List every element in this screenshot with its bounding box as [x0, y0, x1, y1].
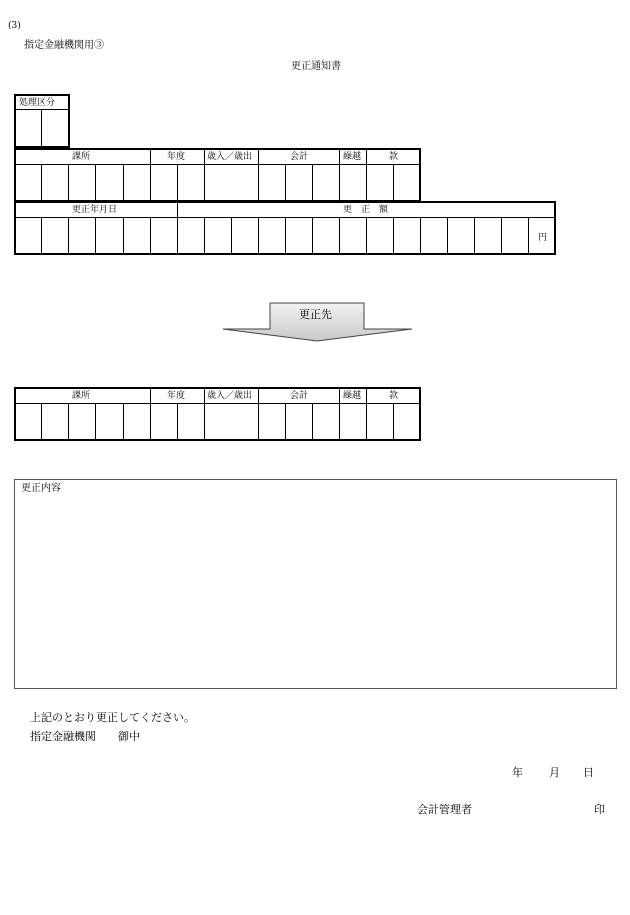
request-text: 上記のとおり更正してください。 — [30, 711, 195, 724]
month-label: 月 — [549, 766, 560, 779]
saiinyu-label: 歳入／歳出 — [207, 152, 253, 162]
document-subtitle: 指定金融機関用③ — [24, 40, 104, 51]
dest-kurikoshi-label: 繰越 — [343, 391, 362, 401]
year-label: 年 — [512, 766, 523, 779]
correction-content-box[interactable] — [14, 479, 617, 689]
dest-kaikei-label: 会計 — [290, 391, 309, 401]
arrow-label: 更正先 — [299, 308, 332, 321]
kurikoshi-label: 繰越 — [343, 152, 362, 162]
correction-content-label: 更正内容 — [21, 483, 61, 494]
dest-saiinyu-label: 歳入／歳出 — [207, 391, 253, 401]
kan-label: 款 — [389, 152, 399, 162]
dest-nendo-label: 年度 — [167, 391, 186, 401]
dest-kasho-label: 課所 — [72, 391, 91, 401]
amount-label: 更 正 額 — [343, 205, 389, 215]
accounting-manager-label: 会計管理者 — [417, 803, 472, 816]
document-title: 更正通知書 — [291, 61, 341, 72]
addressee-text: 指定金融機関 御中 — [30, 730, 140, 743]
kaikei-label: 会計 — [290, 152, 309, 162]
shori-kubun-label: 処理区分 — [19, 98, 56, 108]
kasho-label: 課所 — [72, 152, 91, 162]
arrow-down-icon — [220, 300, 415, 344]
dest-kan-label: 款 — [389, 391, 399, 401]
section-number: (3) — [8, 21, 21, 31]
yen-unit: 円 — [538, 233, 548, 243]
date-label: 更正年月日 — [72, 205, 118, 215]
day-label: 日 — [583, 766, 594, 779]
nendo-label: 年度 — [167, 152, 186, 162]
seal-label: 印 — [594, 803, 605, 816]
